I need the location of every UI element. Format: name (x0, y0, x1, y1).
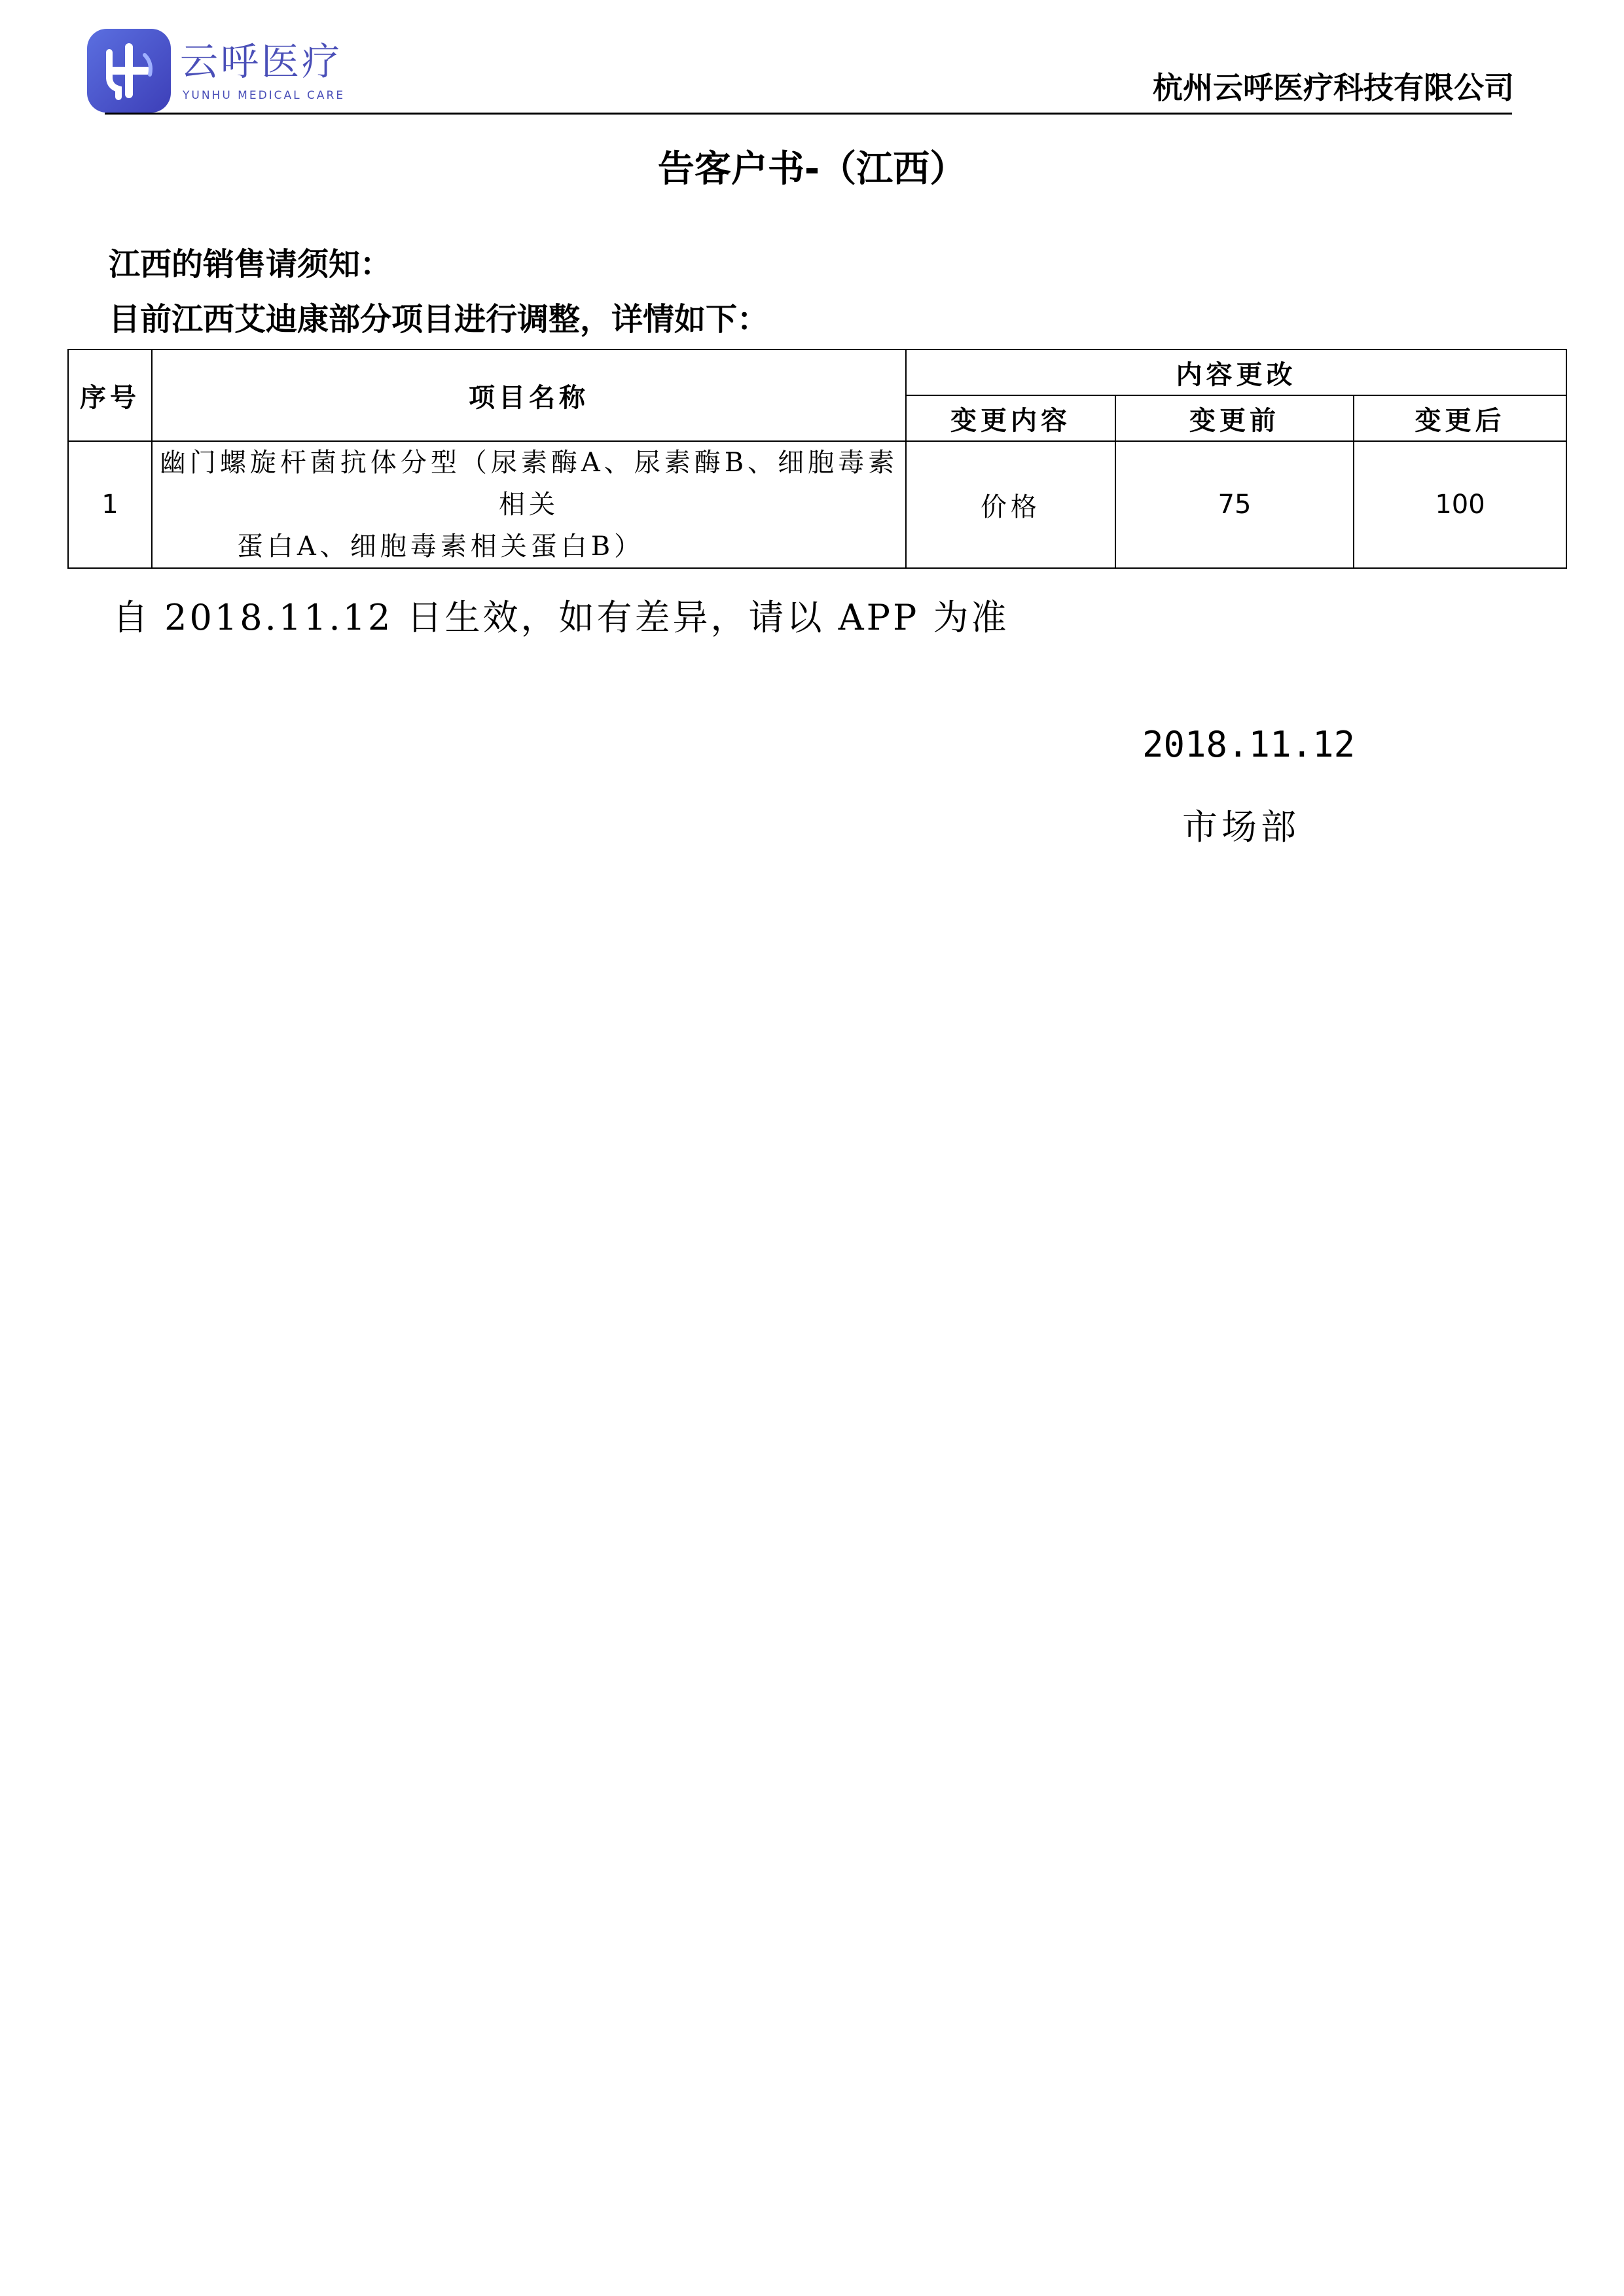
effective-notice: 自 2018.11.12 日生效，如有差异，请以 APP 为准 (113, 597, 1009, 638)
cell-after-value: 100 (1354, 441, 1566, 568)
cell-change-field: 价格 (906, 441, 1115, 568)
company-logo (87, 29, 349, 114)
change-table (67, 349, 1567, 569)
document-title: 告客户书-（江西） (657, 148, 967, 190)
header-before: 变更前 (1115, 395, 1354, 441)
cell-seq: 1 (68, 441, 152, 568)
cell-before-value: 75 (1115, 441, 1354, 568)
header-item-name: 项目名称 (152, 350, 906, 441)
header-divider (105, 113, 1512, 115)
logo-mark-icon (87, 29, 171, 113)
intro-line-notice: 江西的销售请须知： (109, 246, 392, 283)
signature-department: 市场部 (1182, 806, 1300, 848)
item-name-line-1: 幽门螺旋杆菌抗体分型（尿素酶A、尿素酶B、细胞毒素相关 (159, 448, 899, 520)
company-name: 杭州云呼医疗科技有限公司 (1153, 70, 1514, 105)
header-change-group: 内容更改 (906, 350, 1566, 395)
header-after: 变更后 (1354, 395, 1566, 441)
header-change-field: 变更内容 (906, 395, 1115, 441)
logo-chinese-name: 云呼医疗 (180, 39, 343, 84)
item-name-line-2: 蛋白A、细胞毒素相关蛋白B） (236, 531, 645, 562)
table-row (68, 441, 1566, 568)
logo-english-name: YUNHU MEDICAL CARE (183, 89, 346, 102)
signature-date: 2018.11.12 (1142, 724, 1356, 765)
table-header-row (68, 350, 1566, 395)
intro-line-details: 目前江西艾迪康部分项目进行调整，详情如下： (109, 301, 769, 338)
cell-item-name (152, 441, 906, 568)
header-seq: 序号 (68, 350, 152, 441)
